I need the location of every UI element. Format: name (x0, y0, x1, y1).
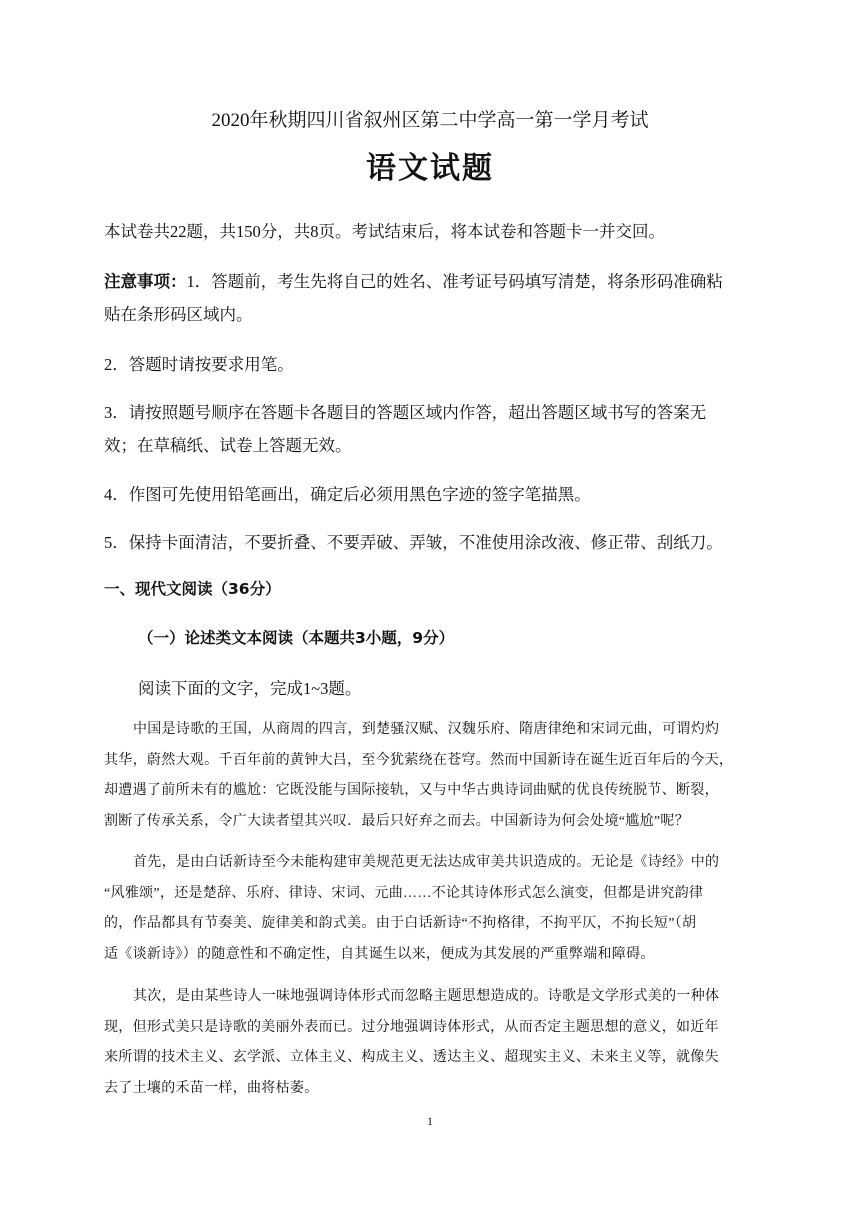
passage-p1-line: 割断了传承关系，令广大读者望其兴叹．最后只好弃之而去。中国新诗为何会处境“尴尬”呢？ (104, 814, 690, 829)
notice-item-1-cont: 贴在条形码区域内。 (104, 305, 253, 324)
notice-item-2: 2．答题时请按要求用笔。 (104, 355, 294, 374)
notice-item-5: 5．保持卡面清洁，不要折叠、不要弄破、弄皱，不准使用涂改液、修正带、刮纸刀。 (104, 533, 723, 552)
passage-p2-line: 的，作品都具有节奏美、旋律美和韵式美。由于白话新诗“不拘格律，不拘平仄，不拘长短”（胡 (104, 916, 697, 931)
passage-p3-line: 其次，是由某些诗人一味地强调诗体形式而忽略主题思想造成的。诗歌是文学形式美的一种体 (133, 989, 720, 1004)
notice-item-4: 4．作图可先使用铅笔画出，确定后必须用黑色字迹的签字笔描黑。 (104, 485, 591, 504)
reading-prompt: 阅读下面的文字，完成1~3题。 (138, 679, 362, 698)
passage-p3-line: 来所谓的技术主义、玄学派、立体主义、构成主义、透达主义、超现实主义、未来主义等，就像失 (104, 1050, 719, 1065)
exam-title: 2020年秋期四川省叙州区第二中学高一第一学月考试 (211, 110, 649, 131)
passage-p3-line: 现，但形式美只是诗歌的美丽外表而已。过分地强调诗体形式，从而否定主题思想的意义，如近年 (104, 1020, 719, 1035)
passage-p1-line: 其华，蔚然大观。千百年前的黄钟大吕，至今犹萦绕在苍穹。然而中国新诗在诞生近百年后的今天， (104, 753, 734, 768)
notice-item-1-text: 1．答题前，考生先将自己的姓名、准考证号码填写清楚，将条形码准确粘 (186, 272, 723, 291)
notice-label: 注意事项： (104, 272, 187, 291)
section-sub-heading: （一）论述类文本阅读（本题共3小题，9分） (138, 629, 455, 647)
subject-title: 语文试题 (366, 151, 494, 186)
notice-item-1 (104, 268, 723, 292)
passage-p2-line: “风雅颂”，还是楚辞、乐府、律诗、宋词、元曲……不论其诗体形式怎么演变，但都是讲究韵律 (104, 886, 704, 901)
passage-p1-line: 却遭遇了前所未有的尴尬：它既没能与国际接轨，又与中华古典诗词曲赋的优良传统脱节、断裂， (104, 783, 719, 798)
passage-p2-line: 适《谈新诗》）的随意性和不确定性，自其诞生以来，便成为其发展的严重弊端和障碍。 (104, 947, 655, 962)
passage-p2-line: 首先，是由白话新诗至今未能构建审美规范更无法达成审美共识造成的。无论是《诗经》中的 (133, 855, 720, 870)
passage-p3-line: 去了土壤的禾苗一样，曲将枯萎。 (104, 1081, 319, 1096)
page-number: 1 (427, 1114, 433, 1128)
passage-p1-line: 中国是诗歌的王国，从商周的四言，到楚骚汉赋、汉魏乐府、隋唐律绝和宋词元曲，可谓灼灼 (133, 722, 720, 737)
section-heading: 一、现代文阅读（36分） (104, 580, 281, 598)
notice-item-3-cont: 效；在草稿纸、试卷上答题无效。 (104, 436, 352, 455)
exam-intro: 本试卷共22题，共150分，共8页。考试结束后，将本试卷和答题卡一并交回。 (104, 222, 665, 241)
notice-item-3: 3．请按照题号顺序在答题卡各题目的答题区域内作答，超出答题区域书写的答案无 (104, 403, 707, 422)
